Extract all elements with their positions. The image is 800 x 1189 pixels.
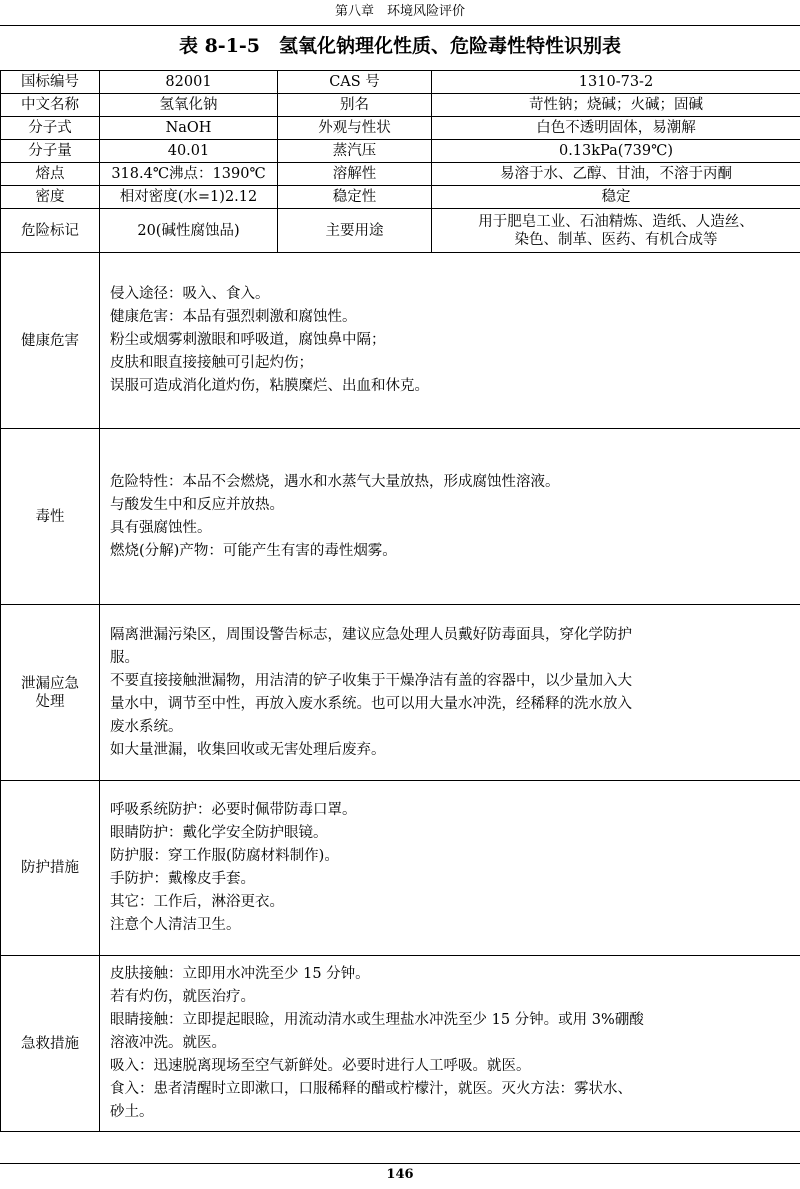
field-label: 熔点 (1, 163, 100, 186)
section-line: 皮肤和眼直接接触可引起灼伤； (110, 355, 313, 371)
field-label: 分子式 (1, 117, 100, 140)
section-line: 量水中，调节至中性，再放入废水系统。也可以用大量水冲洗，经稀释的洗水放入 (110, 695, 632, 712)
section-line: 防护服：穿工作服(防腐材料制作)。 (110, 848, 339, 864)
table-title: 表 8-1-5 氢氧化钠理化性质、危险毒性特性识别表 (178, 35, 622, 57)
table-row (1, 186, 800, 209)
section-line: 食入：患者清醒时立即漱口，口服稀释的醋或柠檬汁，就医。灭火方法：雾状水、 (110, 1081, 632, 1097)
section-line: 与酸发生中和反应并放热。 (110, 496, 284, 513)
section-content (100, 605, 800, 781)
table-row (1, 140, 800, 163)
field-value-line: 染色、制革、医药、有机合成等 (514, 231, 718, 248)
section-line: 皮肤接触：立即用水冲洗至少 15 分钟。 (110, 966, 370, 982)
section-spill-response (1, 605, 800, 781)
section-first-aid (1, 956, 800, 1132)
section-line: 具有强腐蚀性。 (110, 519, 212, 536)
field-value: 20(碱性腐蚀品) (100, 209, 278, 253)
section-label: 健康危害 (1, 253, 100, 429)
field-label: 危险标记 (1, 209, 100, 253)
section-label: 急救措施 (1, 956, 100, 1132)
field-label: 主要用途 (278, 209, 432, 253)
section-label: 毒性 (1, 429, 100, 605)
section-label (1, 605, 100, 781)
field-value: NaOH (100, 117, 278, 140)
field-value: 82001 (100, 71, 278, 94)
table-row (1, 163, 800, 186)
field-label: 蒸汽压 (278, 140, 432, 163)
field-value (432, 209, 800, 253)
section-content (100, 781, 800, 956)
section-line: 不要直接接触泄漏物，用洁清的铲子收集于干燥净洁有盖的容器中，以少量加入大 (110, 672, 632, 689)
section-line: 危险特性：本品不会燃烧，遇水和水蒸气大量放热，形成腐蚀性溶液。 (110, 473, 560, 490)
table-row (1, 117, 800, 140)
section-line: 误服可造成消化道灼伤，粘膜糜烂、出血和休克。 (110, 378, 429, 394)
field-label: 外观与性状 (278, 117, 432, 140)
section-content (100, 956, 800, 1132)
section-line: 砂土。 (110, 1104, 154, 1120)
field-label: 稳定性 (278, 186, 432, 209)
section-line: 服。 (110, 649, 139, 666)
section-line: 燃烧(分解)产物：可能产生有害的毒性烟雾。 (110, 542, 397, 559)
section-protection (1, 781, 800, 956)
section-line: 废水系统。 (110, 718, 183, 735)
section-content (100, 253, 800, 429)
field-value-line: 用于肥皂工业、石油精炼、造纸、人造丝、 (478, 213, 754, 230)
field-value: 氢氧化钠 (100, 94, 278, 117)
table-row (1, 209, 800, 253)
section-line: 若有灼伤，就医治疗。 (110, 989, 255, 1005)
section-line: 如大量泄漏，收集回收或无害处理后废弃。 (110, 741, 386, 758)
section-label: 防护措施 (1, 781, 100, 956)
section-label-line: 泄漏应急 (21, 675, 79, 692)
field-value: 相对密度(水=1)2.12 (100, 186, 278, 209)
section-line: 健康危害：本品有强烈刺激和腐蚀性。 (110, 309, 357, 325)
field-label: 别名 (278, 94, 432, 117)
section-line: 粉尘或烟雾刺激眼和呼吸道，腐蚀鼻中隔； (110, 332, 386, 348)
field-label: 分子量 (1, 140, 100, 163)
field-label: 溶解性 (278, 163, 432, 186)
field-value: 易溶于水、乙醇、甘油，不溶于丙酮 (432, 163, 800, 186)
field-value: 苛性钠；烧碱；火碱；固碱 (432, 94, 800, 117)
section-health-hazard (1, 253, 800, 429)
section-line: 注意个人清洁卫生。 (110, 917, 241, 933)
section-line: 其它：工作后，淋浴更衣。 (110, 894, 284, 910)
section-line: 眼睛接触：立即提起眼睑，用流动清水或生理盐水冲洗至少 15 分钟。或用 3%硼酸 (110, 1012, 644, 1028)
field-value: 40.01 (100, 140, 278, 163)
field-value: 1310-73-2 (432, 71, 800, 94)
field-value: 白色不透明固体，易潮解 (432, 117, 800, 140)
section-content (100, 429, 800, 605)
section-line: 呼吸系统防护：必要时佩带防毒口罩。 (110, 802, 357, 818)
section-line: 吸入：迅速脱离现场至空气新鲜处。必要时进行人工呼吸。就医。 (110, 1058, 531, 1074)
field-label: 中文名称 (1, 94, 100, 117)
header-divider (0, 25, 800, 26)
field-value: 0.13kPa(739℃) (432, 140, 800, 163)
property-table (0, 70, 800, 1132)
section-line: 手防护：戴橡皮手套。 (110, 871, 255, 887)
field-label: 国标编号 (1, 71, 100, 94)
field-value: 稳定 (432, 186, 800, 209)
field-label: CAS 号 (278, 71, 432, 94)
section-toxicity (1, 429, 800, 605)
section-line: 溶液冲洗。就医。 (110, 1035, 226, 1051)
table-row (1, 94, 800, 117)
footer-divider (0, 1163, 800, 1164)
page-number: 146 (386, 1167, 414, 1182)
field-label: 密度 (1, 186, 100, 209)
table-row (1, 71, 800, 94)
field-value: 318.4℃沸点：1390℃ (100, 163, 278, 186)
section-line: 眼睛防护：戴化学安全防护眼镜。 (110, 825, 328, 841)
chapter-header: 第八章 环境风险评价 (334, 4, 465, 19)
section-line: 侵入途径：吸入、食入。 (110, 286, 270, 302)
section-line: 隔离泄漏污染区，周围设警告标志，建议应急处理人员戴好防毒面具，穿化学防护 (110, 626, 632, 643)
section-label-line: 处理 (35, 693, 65, 710)
